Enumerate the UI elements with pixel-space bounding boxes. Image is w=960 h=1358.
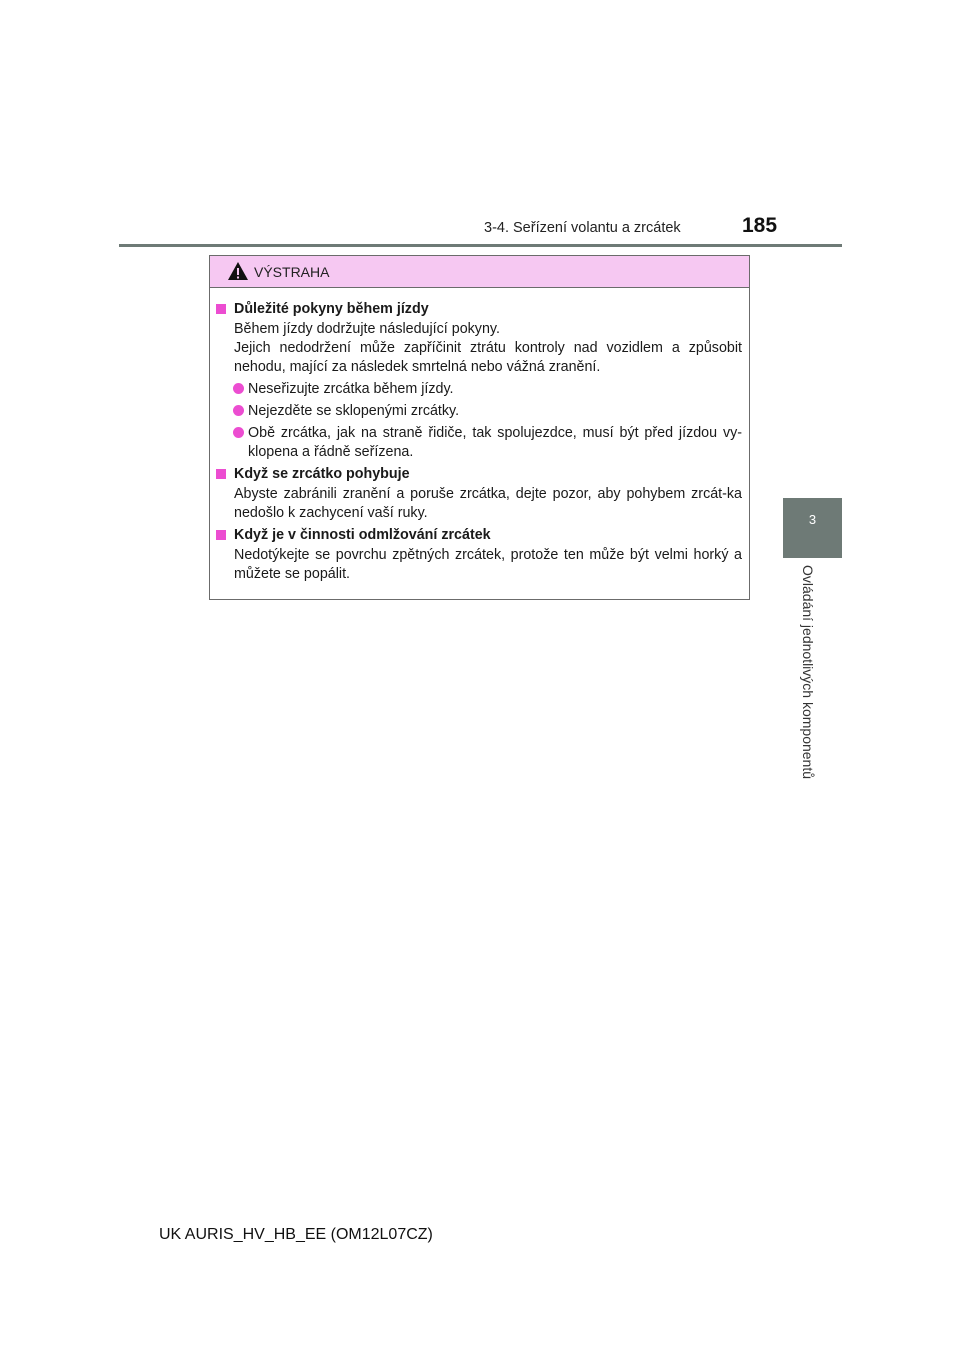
page-number: 185 bbox=[742, 214, 778, 237]
warning-section bbox=[216, 300, 742, 462]
bullet-item bbox=[216, 424, 742, 462]
section-paragraph: Nedotýkejte se povrchu zpětných zrcátek, protože ten může být velmi horký a můžete se popálit. bbox=[234, 547, 742, 582]
section-heading-text: Když se zrcátko pohybuje bbox=[234, 466, 410, 482]
section-heading-text: Když je v činnosti odmlžování zrcátek bbox=[234, 527, 491, 543]
bullet-text: Obě zrcátka, jak na straně řidiče, tak spolujezdce, musí být před jízdou vy-klopena a řádně seřízena. bbox=[248, 425, 742, 460]
section-heading bbox=[216, 465, 742, 484]
header-rule bbox=[119, 244, 842, 247]
warning-body bbox=[210, 288, 749, 584]
warning-title: VÝSTRAHA bbox=[254, 264, 330, 280]
bullet-text: Neseřizujte zrcátka během jízdy. bbox=[248, 381, 454, 397]
section-paragraph: Jejich nedodržení může zapříčinit ztrátu kontroly nad vozidlem a způsobit nehodu, mající za následek smrtelná nebo vážná zranění. bbox=[234, 340, 742, 375]
section-heading bbox=[216, 300, 742, 319]
round-bullet-icon bbox=[233, 383, 244, 394]
section-heading-text: Důležité pokyny během jízdy bbox=[234, 301, 429, 317]
chapter-tab bbox=[783, 498, 842, 558]
square-bullet-icon bbox=[216, 530, 226, 540]
warning-triangle-icon bbox=[227, 261, 249, 281]
section-paragraph: Abyste zabránili zranění a poruše zrcátka, dejte pozor, aby pohybem zrcát-ka nedošlo k zachycení vaší ruky. bbox=[234, 486, 742, 521]
warning-section bbox=[216, 526, 742, 584]
header-section-title: 3-4. Seřízení volantu a zrcátek bbox=[484, 220, 681, 236]
warning-box bbox=[209, 255, 750, 600]
section-heading bbox=[216, 526, 742, 545]
bullet-text: Nejezděte se sklopenými zrcátky. bbox=[248, 403, 460, 419]
round-bullet-icon bbox=[233, 405, 244, 416]
chapter-tab-number: 3 bbox=[808, 512, 817, 527]
footer-model-code: UK AURIS_HV_HB_EE (OM12L07CZ) bbox=[159, 1226, 433, 1243]
section-paragraph: Během jízdy dodržujte následující pokyny. bbox=[234, 321, 500, 337]
warning-section bbox=[216, 465, 742, 523]
square-bullet-icon bbox=[216, 469, 226, 479]
bullet-item bbox=[216, 402, 742, 421]
round-bullet-icon bbox=[233, 427, 244, 438]
bullet-item bbox=[216, 380, 742, 399]
warning-header bbox=[210, 256, 749, 288]
chapter-caption: Ovládání jednotlivých komponentů bbox=[800, 565, 816, 780]
square-bullet-icon bbox=[216, 304, 226, 314]
